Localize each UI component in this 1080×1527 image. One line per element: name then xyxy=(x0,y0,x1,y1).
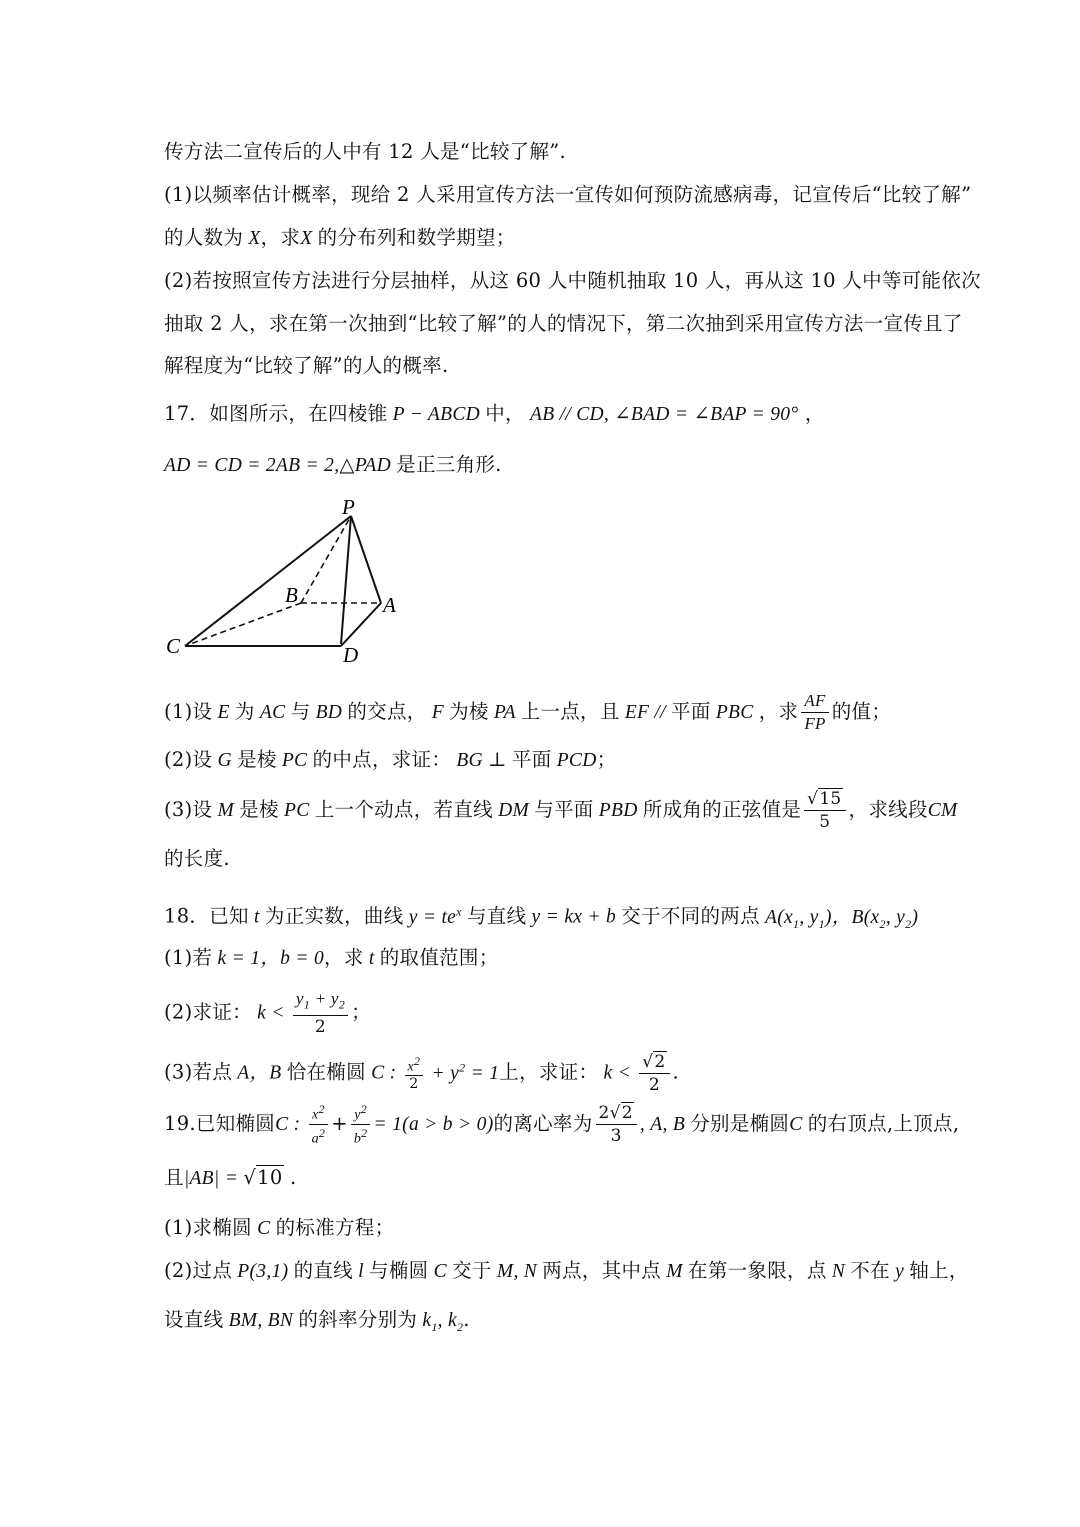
label-c: C xyxy=(166,634,181,658)
label-d: D xyxy=(343,643,359,667)
q17-part3-cont: 的长度. xyxy=(164,847,230,870)
pyramid-figure xyxy=(155,490,405,670)
text-line: 抽取 2 人，求在第一次抽到“比较了解”的人的情况下，第二次抽到采用宣传方法一宣传且了 xyxy=(164,312,963,335)
q19-intro: 19.已知椭圆C : $\frac{x^2}{a^2}$ + $\frac{y^2}{b^2}$ = 1(a > b > 0)的离心率为 $\frac{2√2}{3}$ , A, B 分别是椭圆C 的右顶点,上顶点, xyxy=(164,1102,960,1147)
q19-line2: 且|AB| = √10 . xyxy=(164,1166,297,1189)
q18-part2: (2)求证： k < $\frac{y_1 + y_2}{2}$ ； xyxy=(164,989,371,1038)
text-line: (2)若按照宣传方法进行分层抽样，从这 60 人中随机抽取 10 人，再从这 10 人中等可能依次 xyxy=(164,269,981,292)
text-line: 解程度为“比较了解”的人的概率. xyxy=(164,354,449,377)
q17-part1: (1)设 E 为 AC 与 BD 的交点， F 为棱 PA 上一点，且 EF // 平面 PBC ，求 $\frac{AF}{FP}$ 的值； xyxy=(164,691,892,733)
q17-part3: (3)设 M 是棱 PC 上一个动点，若直线 DM 与平面 PBD 所成角的正弦值是 $\frac{√15}{5}$ ，求线段CM xyxy=(164,789,958,832)
text-line: 传方法二宣传后的人中有 12 人是“比较了解”. xyxy=(164,140,567,163)
q18-part3: (3)若点 A，B 恰在椭圆 C : $\frac{x^2}{2}$ + $y^2 = 1$上，求证： k < $\frac{√2}{2}$ . xyxy=(164,1051,680,1095)
label-a: A xyxy=(383,593,396,617)
label-p: P xyxy=(342,495,355,519)
q18-intro: 18．已知 t 为正实数，曲线 $y = te^x$ 与直线 y = kx + b 交于不同的两点 $A(x_1$, $y_1$)，$B(x_2$, $y_2$) xyxy=(164,904,919,931)
q19-part3: 设直线 BM, BN 的斜率分别为 $k_1$, $k_2$. xyxy=(164,1308,470,1334)
q18-part1: (1)若 k = 1，b = 0，求 t 的取值范围； xyxy=(164,946,499,969)
label-b: B xyxy=(285,583,298,607)
q17-intro: 17．如图所示，在四棱锥 P − ABCD 中， AB // CD, ∠BAD = ∠BAP = 90° ， xyxy=(164,402,825,425)
q17-line2: AD = CD = 2AB = 2,△PAD 是正三角形. xyxy=(164,453,502,476)
q19-part1: (1)求椭圆 C 的标准方程； xyxy=(164,1216,395,1239)
text-line: 的人数为 X，求X 的分布列和数学期望； xyxy=(164,226,516,249)
text-line: (1)以频率估计概率，现给 2 人采用宣传方法一宣传如何预防流感病毒，记宣传后“比较了解” xyxy=(164,183,972,206)
q19-part2: (2)过点 P(3,1) 的直线 l 与椭圆 C 交于 M, N 两点，其中点 M 在第一象限，点 N 不在 y 轴上， xyxy=(164,1259,969,1282)
q17-part2: (2)设 G 是棱 PC 的中点，求证： BG ⊥ 平面 PCD； xyxy=(164,748,617,771)
